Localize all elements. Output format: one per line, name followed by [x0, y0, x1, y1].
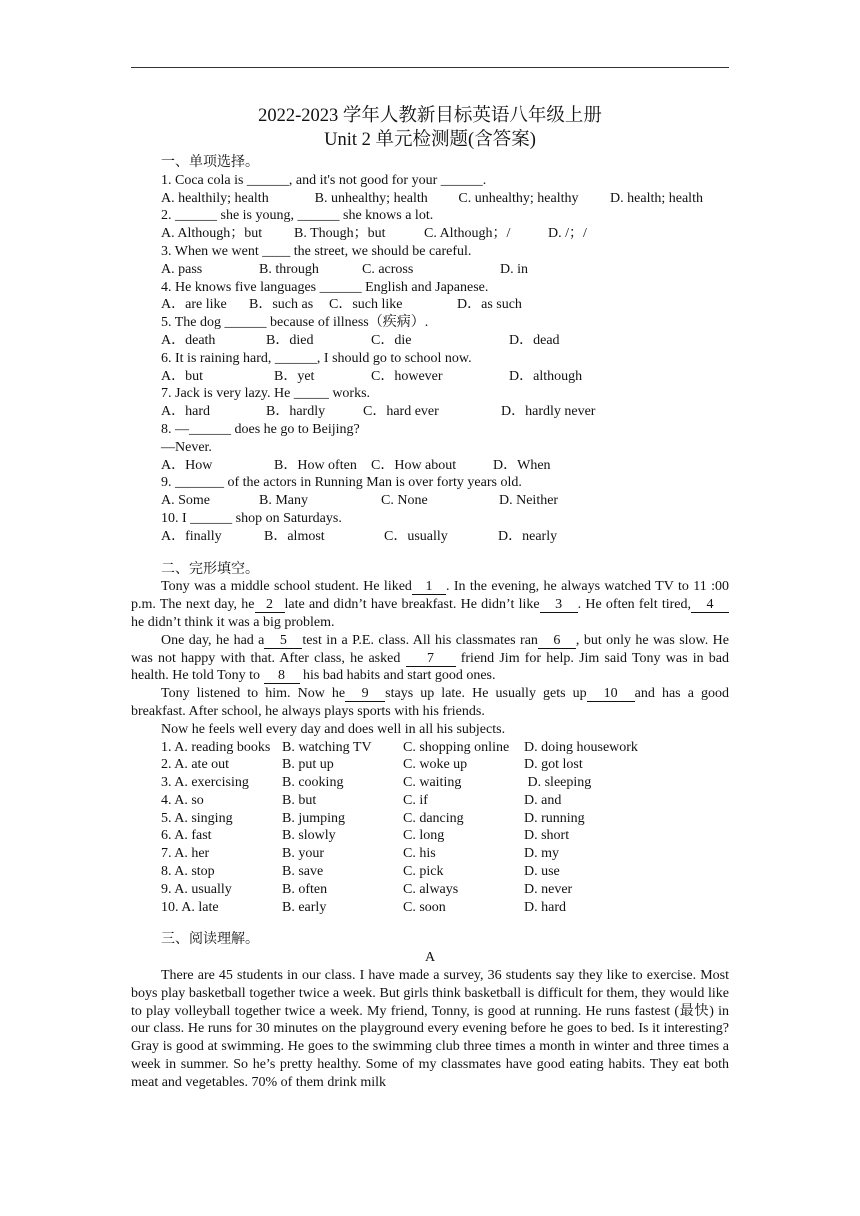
cloze-option-c: C. pick — [403, 864, 444, 880]
section-3 — [131, 931, 729, 1091]
blank-5: 5 — [264, 633, 302, 649]
option-a: A. Although；but — [161, 226, 263, 242]
option-a: A. Some — [161, 493, 210, 509]
question-3-stem: 3. When we went ____ the street, we should be careful. — [161, 243, 472, 259]
cloze-option-c: C. soon — [403, 899, 446, 915]
option-d: D．hardly never — [501, 404, 596, 420]
cloze-paragraph-4: Now he feels well every day and does well in all his subjects. — [161, 721, 506, 737]
question-7-options — [131, 403, 729, 421]
option-b: B. through — [259, 261, 319, 277]
option-c: C．hard ever — [363, 404, 439, 420]
header-rule — [131, 67, 729, 68]
blank-4: 4 — [691, 597, 729, 613]
cloze-option-a: 7. A. her — [161, 846, 210, 862]
cloze-option-a: 8. A. stop — [161, 864, 215, 880]
cloze-option-row-6 — [131, 827, 729, 845]
cloze-option-d: D. running — [524, 810, 585, 826]
cloze-option-b: B. your — [282, 846, 324, 862]
title-line-2: Unit 2 单元检测题(含答案) — [324, 130, 536, 150]
option-d: D．nearly — [498, 528, 558, 544]
cloze-option-d: D. short — [524, 828, 570, 844]
option-b: B. unhealthy; health — [314, 190, 428, 206]
question-10-options — [131, 528, 729, 546]
cloze-option-a: 10. A. late — [161, 899, 219, 915]
cloze-option-b: B. often — [282, 881, 328, 897]
blank-9: 9 — [345, 686, 385, 702]
cloze-option-d: D. never — [524, 881, 573, 897]
section-1-questions — [131, 172, 729, 546]
option-b: B. Many — [259, 493, 308, 509]
option-b: B．almost — [264, 528, 325, 544]
cloze-option-b: B. early — [282, 899, 327, 915]
cloze-option-b: B. jumping — [282, 810, 346, 826]
cloze-option-b: B. slowly — [282, 828, 336, 844]
cloze-option-c: C. long — [403, 828, 445, 844]
option-d: D. /；/ — [548, 226, 587, 242]
option-c: C. across — [362, 261, 414, 277]
option-a: A. pass — [161, 261, 203, 277]
option-d: D．When — [493, 457, 551, 473]
option-a: A．death — [161, 332, 216, 348]
question-4-stem: 4. He knows five languages ______ English and Japanese. — [161, 279, 489, 295]
cloze-option-a: 9. A. usually — [161, 881, 232, 897]
option-d: D．as such — [457, 297, 522, 313]
cloze-option-a: 1. A. reading books — [161, 739, 271, 755]
cloze-option-row-4 — [131, 792, 729, 810]
question-6-options — [131, 368, 729, 386]
option-d: D．although — [509, 368, 583, 384]
question-1-stem: 1. Coca cola is ______, and it's not good for your ______. — [161, 172, 487, 188]
question-7-stem: 7. Jack is very lazy. He _____ works. — [161, 386, 371, 402]
cloze-option-row-10 — [131, 899, 729, 917]
cloze-option-d: D. sleeping — [524, 775, 592, 791]
option-b: B．How often — [274, 457, 357, 473]
blank-7: 7 — [406, 651, 456, 667]
cloze-option-row-1 — [131, 739, 729, 757]
blank-8: 8 — [264, 668, 300, 684]
question-8-response: —Never. — [161, 439, 212, 455]
option-d: D. health; health — [610, 190, 703, 206]
cloze-option-c: C. dancing — [403, 810, 464, 826]
option-d: D. in — [500, 261, 528, 277]
option-c: C．How about — [371, 457, 457, 473]
question-9-options — [131, 492, 729, 510]
cloze-paragraph-2: One day, he had a 5 test in a P.E. class. All his classmates ran 6 , but only he was slow. He was not happy with that. After class, he asked 7 friend Jim for help. Jim said Tony was in bad health. He told Tony to 8 his bad habits and start good ones. — [131, 632, 730, 684]
option-c: C．such like — [329, 297, 403, 313]
section-1 — [131, 154, 729, 1092]
cloze-option-row-7 — [131, 845, 729, 863]
cloze-option-c: C. if — [403, 792, 428, 808]
cloze-option-c: C. always — [403, 881, 459, 897]
cloze-option-b: B. but — [282, 792, 317, 808]
cloze-option-a: 6. A. fast — [161, 828, 212, 844]
option-a: A．hard — [161, 404, 210, 420]
reading-passage-a: There are 45 students in our class. I have made a survey, 36 students say they like to exercise. Most boys play basketball together twice a week. But girls think basketball is difficult for them, they would like to play volleyball together twice a week. My friend, Tonny, is good at running. He runs fastest (最快) in our class. He runs for 30 minutes on the playground every evening before he goes to bed. Is it interesting? Gray is good at swimming. He goes to the swimming club three times a month in winter and three times a week in summer. So he’s pretty healthy. Some of my classmates have good eating habits. They eat both meat and vegetables. 70% of them drink milk — [131, 968, 729, 1090]
cloze-option-a: 5. A. singing — [161, 810, 233, 826]
cloze-option-b: B. cooking — [282, 775, 344, 791]
question-8-stem: 8. —______ does he go to Beijing? — [161, 421, 360, 437]
cloze-option-d: D. doing housework — [524, 739, 638, 755]
question-1-options — [131, 190, 729, 208]
cloze-option-b: B. watching TV — [282, 739, 372, 755]
blank-10: 10 — [587, 686, 635, 702]
question-5-stem: 5. The dog ______ because of illness（疾病）. — [161, 315, 429, 331]
cloze-option-a: 2. A. ate out — [161, 757, 230, 773]
title-line-1: 2022-2023 学年人教新目标英语八年级上册 — [258, 106, 602, 126]
option-c: C. Although；/ — [424, 226, 511, 242]
blank-3: 3 — [540, 597, 578, 613]
passage-label: A — [424, 950, 436, 966]
section-2-heading: 二、完形填空。 — [161, 561, 259, 577]
cloze-option-c: C. waiting — [403, 775, 462, 791]
option-d: D．dead — [509, 332, 560, 348]
question-9-stem: 9. _______ of the actors in Running Man is over forty years old. — [161, 475, 522, 491]
question-2-options — [131, 225, 729, 243]
cloze-option-row-8 — [131, 863, 729, 881]
option-b: B．such as — [249, 297, 314, 313]
cloze-paragraph-3: Tony listened to him. Now he 9 stays up late. He usually gets up 10 and has a good breakfast. After school, he always plays sports with his friends. — [131, 686, 729, 719]
section-1-heading: 一、单项选择。 — [161, 155, 259, 170]
cloze-option-c: C. his — [403, 846, 436, 862]
option-c: C. None — [381, 493, 428, 509]
option-a: A. healthily; health — [161, 190, 269, 206]
cloze-options — [131, 739, 729, 917]
question-4-options — [131, 296, 729, 314]
option-c: C．usually — [384, 528, 448, 544]
option-a: A．but — [161, 368, 203, 384]
option-a: A．are like — [161, 297, 227, 313]
cloze-option-row-9 — [131, 881, 729, 899]
cloze-option-d: D. my — [524, 846, 559, 862]
cloze-option-row-3 — [131, 774, 729, 792]
question-6-stem: 6. It is raining hard, ______, I should go to school now. — [161, 350, 472, 366]
option-c: C. unhealthy; healthy — [458, 190, 579, 206]
option-b: B．died — [266, 332, 314, 348]
section-2 — [131, 561, 729, 917]
cloze-paragraph-1: Tony was a middle school student. He liked 1 . In the evening, he always watched TV to 11 :00 p.m. The next day, he 2 late and didn’t have breakfast. He didn’t like 3 . He often felt tired, 4he didn’t think it was a big problem. — [131, 579, 729, 630]
option-c: C．die — [371, 332, 412, 348]
cloze-option-a: 3. A. exercising — [161, 775, 249, 791]
cloze-option-d: D. use — [524, 864, 560, 880]
document-page — [131, 104, 729, 1092]
cloze-option-b: B. put up — [282, 757, 334, 773]
option-d: D. Neither — [499, 493, 559, 509]
blank-6: 6 — [538, 633, 576, 649]
cloze-option-a: 4. A. so — [161, 792, 204, 808]
question-5-options — [131, 332, 729, 350]
option-a: A．finally — [161, 528, 222, 544]
question-8-options — [131, 457, 729, 475]
blank-1: 1 — [412, 579, 446, 595]
option-b: B．hardly — [266, 404, 326, 420]
cloze-option-b: B. save — [282, 864, 324, 880]
question-10-stem: 10. I ______ shop on Saturdays. — [161, 510, 342, 526]
option-b: B. Though；but — [294, 226, 386, 242]
cloze-option-c: C. woke up — [403, 757, 468, 773]
cloze-option-d: D. hard — [524, 899, 566, 915]
cloze-option-row-5 — [131, 810, 729, 828]
question-3-options — [131, 261, 729, 279]
cloze-option-c: C. shopping online — [403, 739, 510, 755]
cloze-option-d: D. and — [524, 792, 562, 808]
option-b: B．yet — [274, 368, 315, 384]
question-2-stem: 2. ______ she is young, ______ she knows a lot. — [161, 208, 434, 224]
option-a: A．How — [161, 457, 213, 473]
blank-2: 2 — [255, 597, 285, 613]
option-c: C．however — [371, 368, 443, 384]
section-3-heading: 三、阅读理解。 — [161, 932, 259, 948]
cloze-option-row-2 — [131, 756, 729, 774]
cloze-option-d: D. got lost — [524, 757, 583, 773]
